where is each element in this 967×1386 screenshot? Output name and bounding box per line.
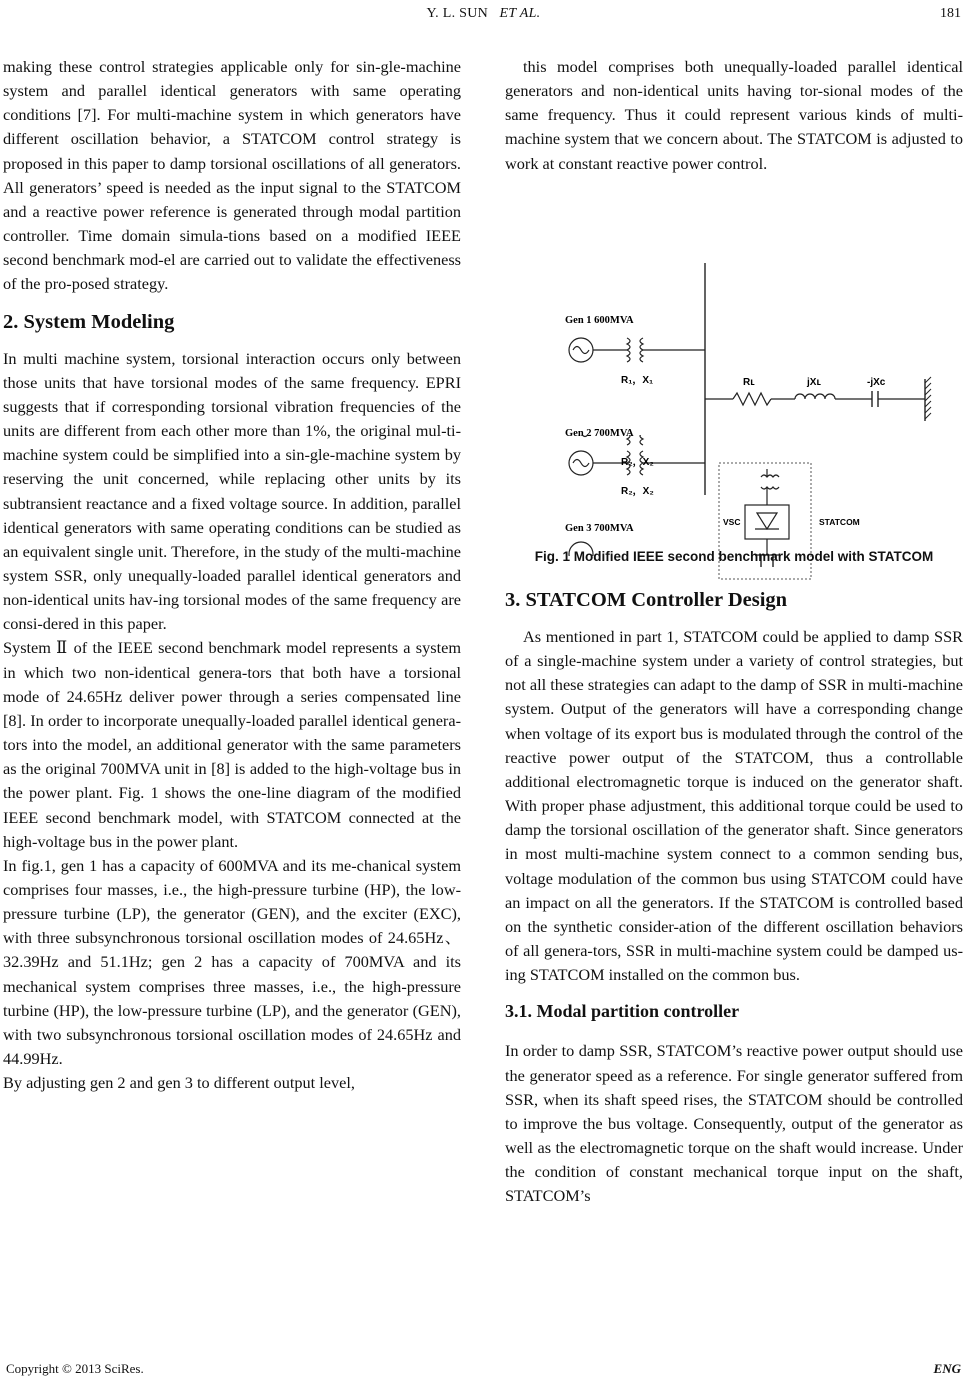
running-head-authors: Y. L. SUN ET AL. — [426, 6, 541, 21]
section-2-paragraph-2: System Ⅱ of the IEEE second benchmark model represents a system in which two non-identical genera-tors that both have a torsional mode of 24.65Hz deliver power through a series compensated line [8]. In order to incorporate unequally-loaded parallel identical genera-tors into the model, an additional generator with the same parameters as the original 700MVA unit in [8] is added to the high-voltage bus in the power plant. Fig. 1 shows the one-line diagram of the modified IEEE second benchmark model, with STATCOM connected at the high-voltage bus in the power plant. — [3, 638, 461, 851]
gen2-label: Gen 2 700MVA — [565, 427, 634, 439]
section-2-paragraph-1: In multi machine system, torsional interaction occurs only between those units that have torsional modes of the same frequency. EPRI suggests that if corresponding torsional vibration frequencies of the units are different from each other more than 1%, the original mul-ti-machine system could be simplified into a sin-gle-machine system by reserving the unit concerned, while replacing other units by its subtransient reactance and a fixed voltage source. In addition, parallel identical generators with same operating conditions can be studied as an equivalent single unit. Therefore, in the study of the multi-machine system SSR, only unequally-loaded parallel identical generators and non-identical units hav-ing torsional modes of the same frequency are consi-dered in this paper. — [3, 348, 461, 634]
page-footer — [6, 1361, 961, 1377]
section-2-paragraph-4: By adjusting gen 2 and gen 3 to different output level, — [3, 1073, 355, 1093]
subsection-3-1-paragraph-1: In order to damp SSR, STATCOM’s reactive power output should use the generator speed as a reference. For single generator suffered from SSR, when its shaft speed rises, the STATCOM should be controlled to improve the bus voltage. Consequently, output of the generator as well as the electromagnetic torque on the shaft would increase. Under the condition of constant mechanical torque input on the shaft, STATCOM’s — [505, 1041, 963, 1206]
gen2-impedance-label: R₂，X₂ — [621, 485, 654, 497]
right-column — [505, 55, 963, 1206]
line-resistor-icon — [733, 393, 771, 405]
section-3-heading: 3. STATCOM Controller Design — [505, 589, 788, 611]
statcom-transformer-icon — [761, 475, 779, 477]
left-column — [3, 55, 461, 1095]
intro-paragraph: making these control strategies applicable only for sin-gle-machine system and parallel identical generators with same operating conditions [7]. For multi-machine system in which generators have different oscillation behavior, a STATCOM control strategy is proposed in this paper to damp torsional oscillations of all generators. All generators’ speed is needed as the input signal to the STATCOM and a reactive power reference is generated through modal partition controller. Time domain simula-tions based on a modified IEEE second benchmark mod-el are carried out to validate the effectiveness of the pro-posed strategy. — [3, 57, 461, 294]
vsc-label: VSC — [723, 517, 741, 527]
gen1-label: Gen 1 600MVA — [565, 314, 634, 326]
section-2-heading: 2. System Modeling — [3, 310, 175, 333]
gen3-impedance-label: R₂，X₂ — [621, 457, 654, 468]
line-inductor-icon — [795, 394, 835, 399]
vsc-box — [745, 505, 789, 539]
thyristor-icon — [757, 513, 777, 529]
section-2-paragraph-3: In fig.1, gen 1 has a capacity of 600MVA and its me-chanical system comprises four masses, i.e., the high-pressure turbine (HP), the low-pressure turbine (LP), the generator (GEN), and the exciter (EXC), with three subsynchronous torsional oscillation modes of 24.65Hz、32.39Hz and 51.1Hz; gen 2 has a capacity of 700MVA and its mechanical system comprises three masses, i.e., the high-pressure turbine (HP), the low-pressure turbine (LP), and the generator (GEN), with two subsynchronous torsional oscillation modes of 24.65Hz and 44.99Hz. — [3, 855, 461, 1069]
section-3-paragraph-1: As mentioned in part 1, STATCOM could be applied to damp SSR of a single-machine system under a variety of control strategies, but not all these strategies can adapt to the damp of SSR in multi-machine system. Output of the generators will have a corresponding change when voltage of its export bus is modulated through the control of the reactive power output of the STATCOM, thus a controllable additional electromagnetic torque is induced on the generator shaft. With proper phase adjustment, this additional torque could be used to damp the torsional oscillation of the generator shaft. Since generators in most multi-machine system connect to a common sending bus, voltage modulation of the common bus using STATCOM could have an impact on all the generators. If the STATCOM is controlled based on the synthetic consider-ation of the different oscillation behaviors of all genera-tors, SSR in multi-machine system could be damped us-ing STATCOM installed on the common bus. — [505, 627, 963, 985]
copyright-notice: Copyright © 2013 SciRes. — [6, 1361, 144, 1376]
continued-paragraph: this model comprises both unequally-loaded parallel identical generators and non-identical units having tor-sional modes of the same frequency. Thus it could represent various kinds of multi-machine system that we concern about. The STATCOM is adjusted to work at constant reactive power control. — [505, 57, 963, 173]
right-column-lower — [505, 575, 963, 1208]
gen3-label: Gen 3 700MVA — [565, 522, 634, 534]
statcom-label: STATCOM — [819, 517, 860, 527]
subsection-3-1-heading: 3.1. Modal partition controller — [505, 1001, 740, 1022]
compensation-label: -jXᴄ — [867, 377, 886, 388]
gen1-impedance-label: R₁，X₁ — [621, 374, 654, 386]
journal-abbreviation: ENG — [933, 1361, 961, 1376]
line-reactance-label: jXʟ — [807, 377, 821, 388]
line-resistance-label: Rʟ — [743, 377, 755, 388]
page-number: 181 — [940, 6, 961, 21]
running-header — [0, 6, 967, 28]
bus-and-line-diagram — [505, 255, 963, 585]
figure-1-caption: Fig. 1 Modified IEEE second benchmark model with STATCOM — [534, 549, 934, 564]
